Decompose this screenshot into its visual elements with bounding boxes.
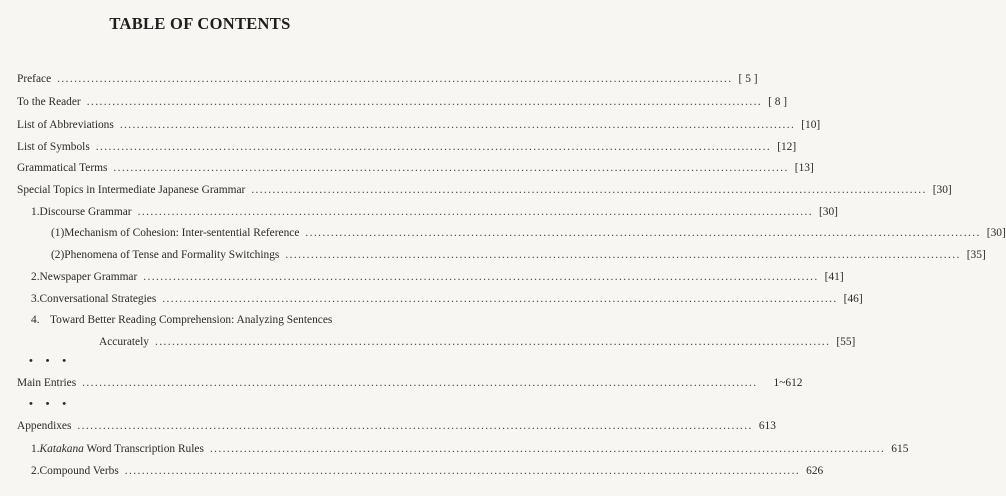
section-separator: • • • bbox=[29, 355, 67, 367]
entry-label: Phenomena of Tense and Formality Switchings bbox=[64, 249, 280, 261]
toc-entry-compound-verbs[interactable] bbox=[31, 464, 824, 478]
dot-leader: ............................................................................................................................................................... bbox=[143, 271, 819, 283]
entry-page: [46] bbox=[843, 293, 863, 305]
entry-label: Preface bbox=[17, 73, 52, 85]
toc-entry-conversational-strategies[interactable] bbox=[31, 292, 863, 306]
entry-label: Special Topics in Intermediate Japanese Grammar bbox=[17, 184, 246, 196]
entry-label: Grammatical Terms bbox=[17, 162, 108, 174]
toc-entry-list-of-symbols[interactable] bbox=[17, 140, 797, 154]
entry-number: (2) bbox=[51, 249, 65, 261]
dot-leader: ............................................................................................................................................................... bbox=[86, 96, 763, 108]
dot-leader: ............................................................................................................................................................... bbox=[113, 162, 789, 174]
entry-label: Appendixes bbox=[17, 420, 72, 432]
entry-page: [ 5 ] bbox=[738, 73, 758, 85]
dot-leader: ............................................................................................................................................................... bbox=[251, 184, 927, 196]
entry-number: 3. bbox=[31, 293, 40, 305]
toc-entry-list-of-abbreviations[interactable] bbox=[17, 118, 821, 132]
toc-entry-phenomena-of-tense[interactable] bbox=[51, 248, 986, 262]
entry-page: [30] bbox=[986, 227, 1006, 239]
entry-label: Conversational Strategies bbox=[39, 293, 157, 305]
toc-entry-reading-comprehension[interactable] bbox=[31, 313, 384, 327]
entry-page: [10] bbox=[801, 119, 821, 131]
entry-label-italic: Katakana bbox=[39, 443, 84, 455]
dot-leader: ............................................................................................................................................................... bbox=[119, 119, 796, 131]
entry-page: [41] bbox=[824, 271, 844, 283]
dot-leader: ............................................................................................................................................................... bbox=[209, 443, 886, 455]
entry-number: (1) bbox=[51, 227, 65, 239]
dot-leader: ............................................................................................................................................................... bbox=[124, 465, 801, 477]
entry-page: 626 bbox=[806, 465, 824, 477]
dot-leader: ............................................................................................................................................................... bbox=[137, 206, 813, 218]
entry-label: Newspaper Grammar bbox=[39, 271, 138, 283]
entry-number: 1. bbox=[31, 206, 40, 218]
entry-label: To the Reader bbox=[17, 96, 81, 108]
toc-entry-to-the-reader[interactable] bbox=[17, 95, 788, 109]
entry-page: [30] bbox=[818, 206, 838, 218]
entry-number: 1. bbox=[31, 443, 40, 455]
toc-entry-discourse-grammar[interactable] bbox=[31, 205, 838, 219]
dot-leader: ............................................................................................................................................................... bbox=[95, 141, 772, 153]
dot-leader: ............................................................................................................................................................... bbox=[305, 227, 981, 239]
toc-entry-appendixes[interactable] bbox=[17, 419, 776, 433]
toc-entry-mechanism-of-cohesion[interactable] bbox=[51, 226, 1006, 240]
dot-leader: ............................................................................................................................................................... bbox=[285, 249, 961, 261]
entry-page: [ 8 ] bbox=[768, 96, 788, 108]
dot-leader: ............................................................................................................................................................... bbox=[77, 420, 753, 432]
entry-label: Accurately bbox=[99, 336, 149, 348]
toc-entry-katakana-rules[interactable] bbox=[31, 442, 909, 456]
dot-leader: ............................................................................................................................................................... bbox=[154, 336, 831, 348]
entry-label bbox=[40, 442, 204, 456]
entry-label: Mechanism of Cohesion: Inter-sentential Reference bbox=[64, 227, 300, 239]
toc-entry-reading-comprehension-continued[interactable] bbox=[99, 335, 856, 349]
entry-page: [30] bbox=[932, 184, 952, 196]
entry-label: Compound Verbs bbox=[39, 465, 119, 477]
dot-leader: ............................................................................................................................................................... bbox=[162, 293, 838, 305]
entry-page: [13] bbox=[794, 162, 814, 174]
entry-page: [35] bbox=[966, 249, 986, 261]
entry-page: 615 bbox=[891, 443, 909, 455]
entry-label: Toward Better Reading Comprehension: Analyzing Sentences bbox=[50, 314, 333, 326]
toc-entry-newspaper-grammar[interactable] bbox=[31, 270, 844, 284]
entry-label: Discourse Grammar bbox=[39, 206, 132, 218]
entry-label-rest: Word Transcription Rules bbox=[83, 443, 204, 455]
entry-number: 4. bbox=[31, 314, 40, 326]
entry-label: Main Entries bbox=[17, 377, 77, 389]
entry-page: [55] bbox=[836, 336, 856, 348]
dot-leader: ............................................................................................................................................................... bbox=[57, 73, 733, 85]
section-separator: • • • bbox=[29, 398, 67, 410]
toc-entry-preface[interactable] bbox=[17, 72, 758, 86]
entry-number: 2. bbox=[31, 271, 40, 283]
entry-label: List of Abbreviations bbox=[17, 119, 114, 131]
toc-entry-special-topics[interactable] bbox=[17, 183, 952, 197]
page-title: TABLE OF CONTENTS bbox=[109, 14, 291, 33]
entry-number: 2. bbox=[31, 465, 40, 477]
entry-page: [12] bbox=[777, 141, 797, 153]
entry-page: 613 bbox=[758, 420, 776, 432]
toc-entry-grammatical-terms[interactable] bbox=[17, 161, 814, 175]
dot-leader: ............................................................................................................................................................... bbox=[82, 377, 758, 389]
toc-entry-main-entries[interactable] bbox=[17, 376, 803, 390]
entry-page: 1~612 bbox=[773, 377, 803, 389]
entry-label: List of Symbols bbox=[17, 141, 90, 153]
